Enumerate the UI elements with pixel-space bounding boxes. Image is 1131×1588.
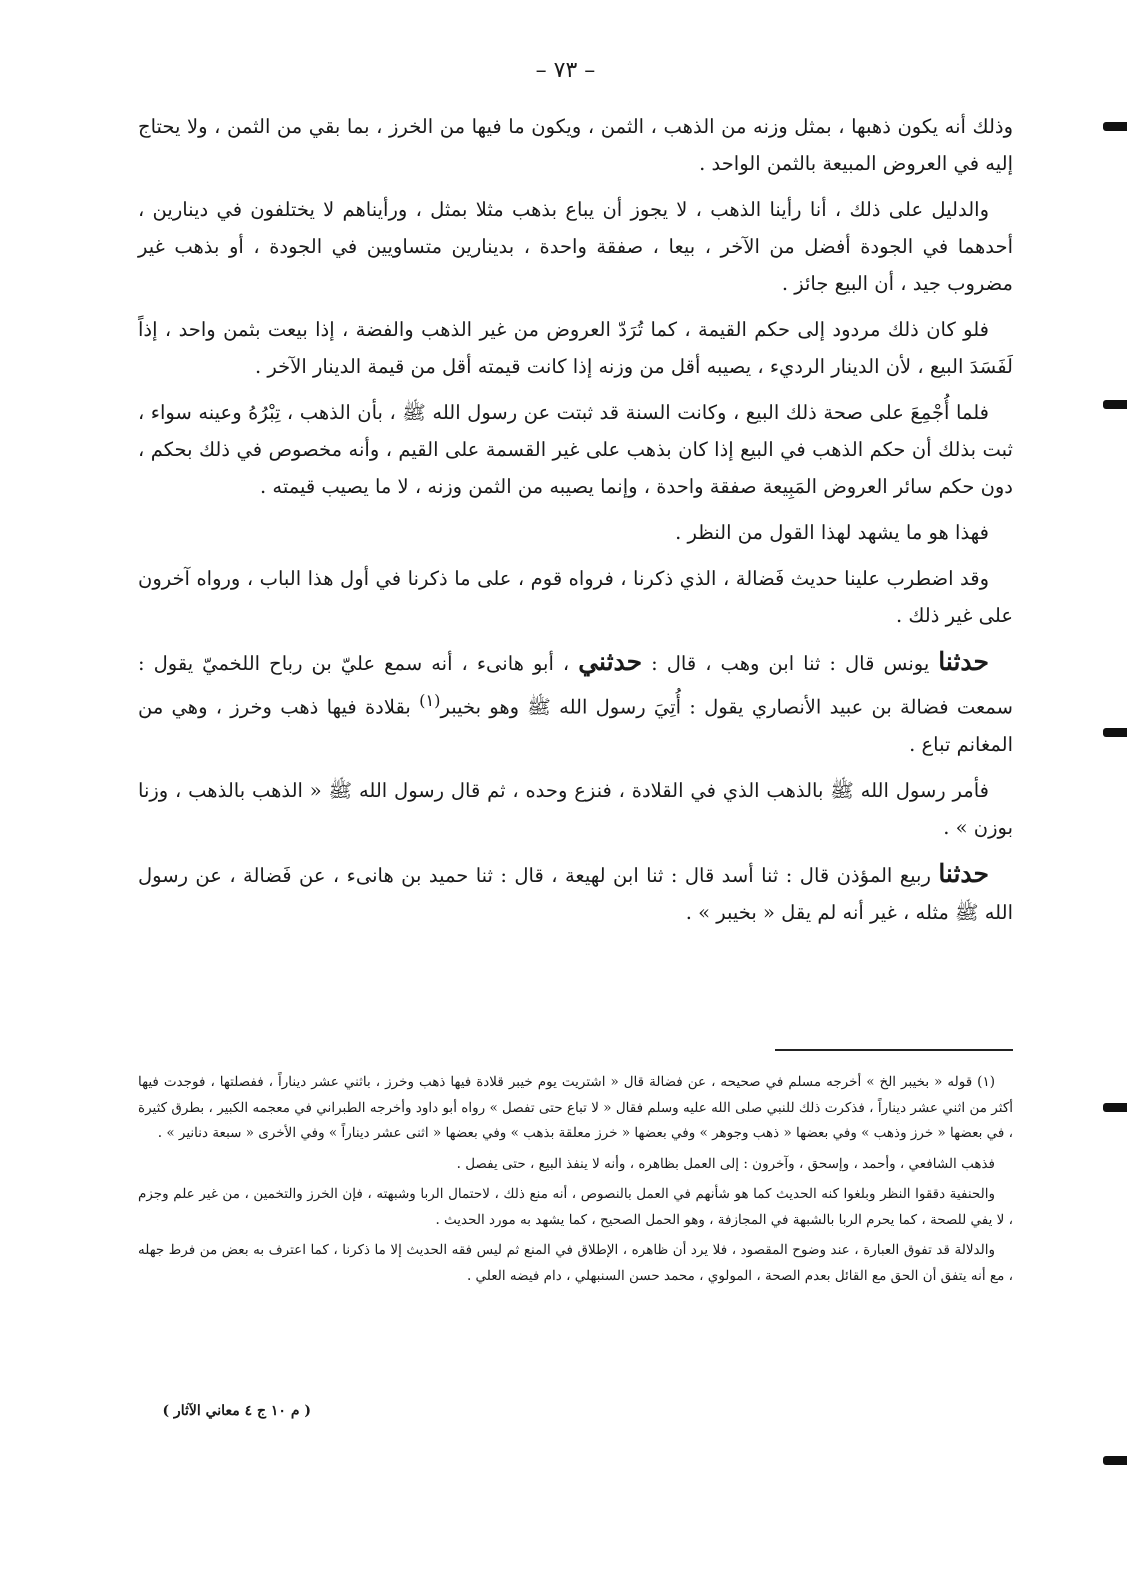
hadith-2: [138, 855, 1013, 931]
paragraph-3: فلو كان ذلك مردود إلى حكم القيمة ، كما تُرَدّ العروض من غير الذهب والفضة ، إذا بيعت بثمن واحد ، إذاً لَفَسَدَ البيع ، لأن الدينار الرديء ، يصيبه أقل من وزنه إذا كانت قيمته أقل من قيمة الدينار الآخر .: [138, 318, 1013, 378]
hadith-2-text: ربيع المؤذن قال : ثنا أسد قال : ثنا ابن لهيعة ، قال : ثنا حميد بن هانىء ، عن فَضالة ، عن رسول الله ﷺ مثله ، غير أنه لم يقل « بخيبر » .: [138, 863, 1013, 924]
footnote-divider: [775, 1049, 1013, 1051]
footnote-ref: (١): [419, 691, 441, 710]
page-signature: ( م ١٠ ج ٤ معاني الآثار ): [162, 1403, 311, 1419]
page-number: – ٧٣ –: [535, 58, 596, 83]
hadith-1-text-b: ، أبو هانىء ، أنه سمع عليّ بن رباح اللخميّ يقول : سمعت فضالة بن عبيد الأنصاري يقول : أُتِيَ رسول الله ﷺ وهو بخيبر: [138, 652, 1014, 719]
margin-mark: [1103, 728, 1127, 737]
footnote-1: (١) قوله « بخيبر الخ » أخرجه مسلم في صحيحه ، عن فضالة قال « اشتريت يوم خيبر قلادة فيها ذهب وخرز ، باثني عشر ديناراً ، ففصلتها ، فوجدت فيها أكثر من اثني عشر ديناراً ، فذكرت ذلك للنبي صلى الله عليه وسلم فقال « لا تباع حتى تفصل » رواه أبو داود وأخرجه الطبراني في معجمه الكبير ، بطرق كثيرة ، في بعضها « خرز وذهب » وفي بعضها « ذهب وجوهر » وفي بعضها « خرز معلقة بذهب » وفي بعضها « اثنى عشر ديناراً » وفي الأخرى « سبعة دنانير » .: [138, 1074, 1013, 1141]
main-text: [138, 108, 1013, 940]
margin-mark: [1103, 122, 1127, 131]
margin-mark: [1103, 1456, 1127, 1465]
footnote-2: فذهب الشافعي ، وأحمد ، وإسحق ، وآخرون : إلى العمل بظاهره ، وأنه لا ينفذ البيع ، حتى يفصل .: [456, 1155, 995, 1172]
margin-mark: [1103, 400, 1127, 409]
footnote-4: والدلالة قد تفوق العبارة ، عند وضوح المقصود ، فلا يرد أن ظاهره ، الإطلاق في المنع ثم ليس فقه الحديث إلا ما ذكرنا ، كما اعترف به بعض من فرط جهله ، مع أنه يتفق أن الحق مع القائل بعدم الصحة ، المولوي ، محمد حسن السنبهلي ، دام فيضه العلي .: [138, 1242, 1013, 1284]
paragraph-5: فهذا هو ما يشهد لهذا القول من النظر .: [675, 521, 989, 544]
footnote-3: والحنفية دققوا النظر وبلغوا كنه الحديث كما هو شأنهم في العمل بالنصوص ، أنه منع ذلك ، لاحتمال الربا وشبهته ، فإن الخرز والتخمين ، من غير علم وجزم ، لا يفي للصحة ، كما يحرم الربا بالشبهة في المجازفة ، وهو الحمل الصحيح ، كما يشهد به مورد الحديث .: [138, 1186, 1013, 1228]
footnotes: [138, 1070, 1013, 1294]
paragraph-2: والدليل على ذلك ، أنا رأينا الذهب ، لا يجوز أن يباع بذهب مثلا بمثل ، ورأيناهم لا يختلفون في دينارين ، أحدهما في الجودة أفضل من الآخر ، بيعا ، صفقة واحدة ، بدينارين متساويين في الجودة ، أو بذهب غير مضروب جيد ، أن البيع جائز .: [138, 198, 1013, 295]
hadith-1: [138, 643, 1013, 763]
paragraph-1: وذلك أنه يكون ذهبها ، بمثل وزنه من الذهب ، الثمن ، ويكون ما فيها من الخرز ، بما بقي من الثمن ، ولا يحتاج إليه في العروض المبيعة بالثمن الواحد .: [138, 115, 1013, 175]
margin-mark: [1103, 1103, 1127, 1112]
paragraph-after-hadith: فأمر رسول الله ﷺ بالذهب الذي في القلادة ، فنزع وحده ، ثم قال رسول الله ﷺ « الذهب بالذهب ، وزنا بوزن » .: [138, 778, 1013, 839]
hadith-1-text-c: بقلادة فيها ذهب وخرز ، وهي من المغانم تباع .: [138, 695, 1013, 756]
paragraph-6: وقد اضطرب علينا حديث فَضالة ، الذي ذكرنا ، فرواه قوم ، على ما ذكرنا في أول هذا الباب ، ورواه آخرون على غير ذلك .: [138, 567, 1013, 627]
hadith-1-lead: حدثنا: [938, 647, 989, 676]
hadith-1-text-a: يونس قال : ثنا ابن وهب ، قال :: [651, 652, 930, 675]
hadith-1-inner-lead: حدثني: [578, 647, 643, 676]
hadith-2-lead: حدثنا: [938, 858, 990, 888]
paragraph-4: فلما أُجْمِعَ على صحة ذلك البيع ، وكانت السنة قد ثبتت عن رسول الله ﷺ ، بأن الذهب ، تِبْرُهُ وعينه سواء ، ثبت بذلك أن حكم الذهب في البيع إذا كان بذهب على غير القسمة على القيم ، وأنه مخصوص في ذلك بحكم ، دون حكم سائر العروض المَبِيعة صفقة واحدة ، وإنما يصيبه من الثمن وزنه ، لا ما يصيب قيمته .: [138, 401, 1013, 498]
